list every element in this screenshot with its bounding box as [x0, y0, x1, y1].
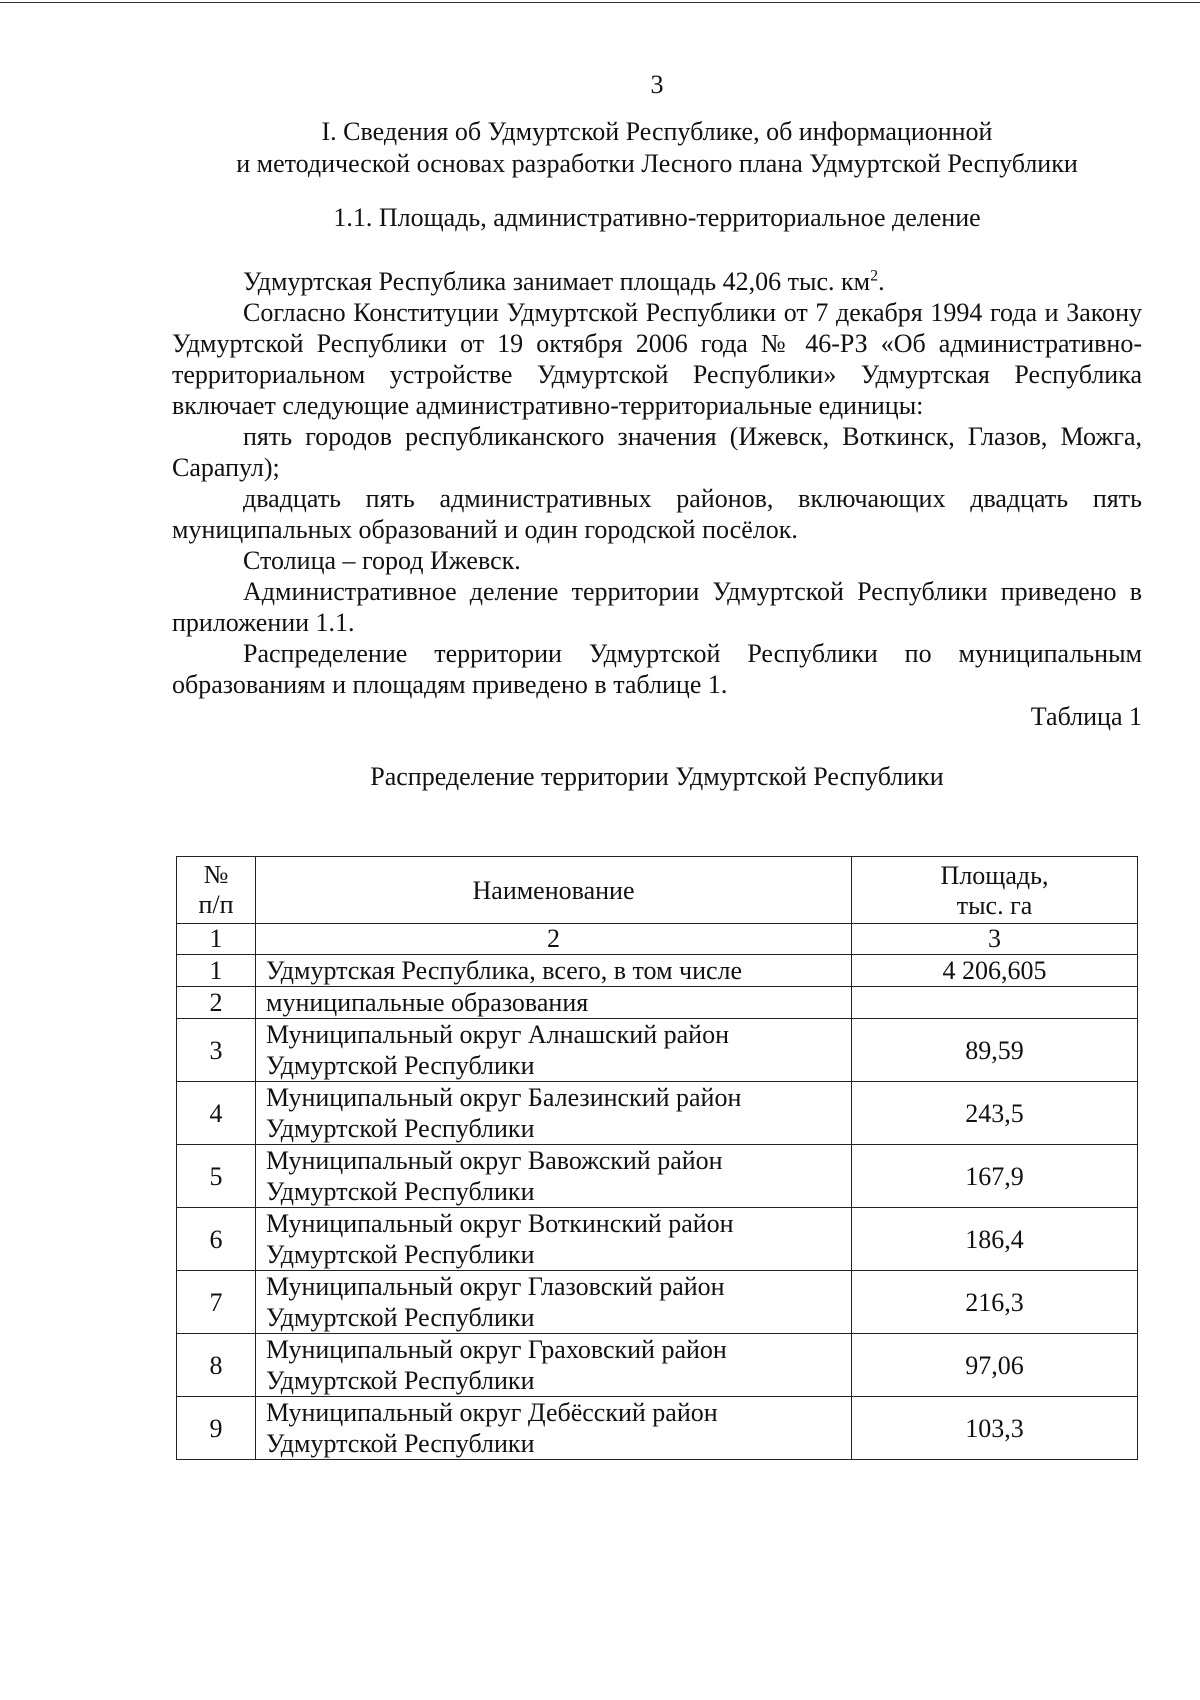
row-area: 167,9 [852, 1145, 1138, 1208]
row-area: 4 206,605 [852, 955, 1138, 987]
paragraph-area [172, 266, 1142, 297]
row-name: Муниципальный округ Дебёсский район Удмуртской Республики [256, 1397, 852, 1460]
section-title-line1: I. Сведения об Удмуртской Республике, об информационной [321, 117, 993, 146]
table-row [177, 987, 1138, 1019]
row-num: 5 [177, 1145, 256, 1208]
row-name: Муниципальный округ Балезинский район Удмуртской Республики [256, 1082, 852, 1145]
table-row [177, 1019, 1138, 1082]
table-row [177, 955, 1138, 987]
row-area: 243,5 [852, 1082, 1138, 1145]
document-page [172, 70, 1142, 1460]
table-row [177, 1334, 1138, 1397]
table-label: Таблица 1 [1030, 702, 1142, 731]
row-name: Муниципальный округ Алнашский район Удмуртской Республики [256, 1019, 852, 1082]
paragraph-distribution: Распределение территории Удмуртской Республики по муниципальным образованиям и площадям приведено в таблице 1. [172, 639, 1142, 699]
header-area-line2: тыс. га [956, 891, 1033, 920]
column-index-row [177, 924, 1138, 955]
superscript: 2 [870, 267, 879, 285]
table-header-row [177, 857, 1138, 924]
table-title: Распределение территории Удмуртской Республики [370, 762, 944, 791]
row-name: Муниципальный округ Вавожский район Удмуртской Республики [256, 1145, 852, 1208]
table-row [177, 1271, 1138, 1334]
header-num [177, 857, 256, 924]
header-name: Наименование [256, 857, 852, 924]
paragraph-area-end: . [878, 267, 885, 296]
row-num: 9 [177, 1397, 256, 1460]
row-area [852, 987, 1138, 1019]
column-index-cell: 2 [256, 924, 852, 955]
paragraph-area-text: Удмуртская Республика занимает площадь 42,06 тыс. км [243, 267, 871, 296]
header-num-line2: п/п [198, 890, 234, 919]
row-name: Муниципальный округ Воткинский район Удмуртской Республики [256, 1208, 852, 1271]
paragraph-districts: двадцать пять административных районов, включающих двадцать пять муниципальных образований и один городской посёлок. [172, 484, 1142, 544]
page-number: 3 [650, 70, 664, 99]
row-num: 4 [177, 1082, 256, 1145]
paragraph-capital: Столица – город Ижевск. [243, 546, 521, 575]
column-index-cell: 1 [177, 924, 256, 955]
table-row [177, 1082, 1138, 1145]
table-row [177, 1145, 1138, 1208]
row-num: 8 [177, 1334, 256, 1397]
row-area: 103,3 [852, 1397, 1138, 1460]
scan-top-border [0, 2, 1200, 3]
header-area-line1: Площадь, [940, 861, 1049, 890]
row-num: 3 [177, 1019, 256, 1082]
column-index-cell: 3 [852, 924, 1138, 955]
subsection-title: 1.1. Площадь, административно-территориальное деление [333, 203, 981, 232]
header-num-line1: № [203, 860, 229, 889]
table-body [177, 924, 1138, 1460]
row-name: муниципальные образования [256, 987, 852, 1019]
paragraph-constitution: Согласно Конституции Удмуртской Республики от 7 декабря 1994 года и Закону Удмуртской Республики от 19 октября 2006 года № 46-РЗ «Об административно-территориальном устройстве Удмуртской Республики» Удмуртская Республика включает следующие административно-территориальные единицы: [172, 298, 1142, 420]
row-area: 89,59 [852, 1019, 1138, 1082]
row-num: 2 [177, 987, 256, 1019]
section-title-line2: и методической основах разработки Лесного плана Удмуртской Республики [236, 149, 1078, 178]
table-row [177, 1397, 1138, 1460]
paragraph-division: Административное деление территории Удмуртской Республики приведено в приложении 1.1. [172, 577, 1142, 637]
row-num: 6 [177, 1208, 256, 1271]
territory-table [176, 856, 1138, 1460]
row-num: 7 [177, 1271, 256, 1334]
row-area: 97,06 [852, 1334, 1138, 1397]
row-area: 186,4 [852, 1208, 1138, 1271]
body-text [172, 266, 1142, 700]
row-name: Удмуртская Республика, всего, в том числе [256, 955, 852, 987]
row-num: 1 [177, 955, 256, 987]
table-row [177, 1208, 1138, 1271]
section-title [172, 116, 1142, 180]
row-name: Муниципальный округ Граховский район Удмуртской Республики [256, 1334, 852, 1397]
header-area [852, 857, 1138, 924]
paragraph-cities: пять городов республиканского значения (Ижевск, Воткинск, Глазов, Можга, Сарапул); [172, 422, 1142, 482]
row-area: 216,3 [852, 1271, 1138, 1334]
row-name: Муниципальный округ Глазовский район Удмуртской Республики [256, 1271, 852, 1334]
